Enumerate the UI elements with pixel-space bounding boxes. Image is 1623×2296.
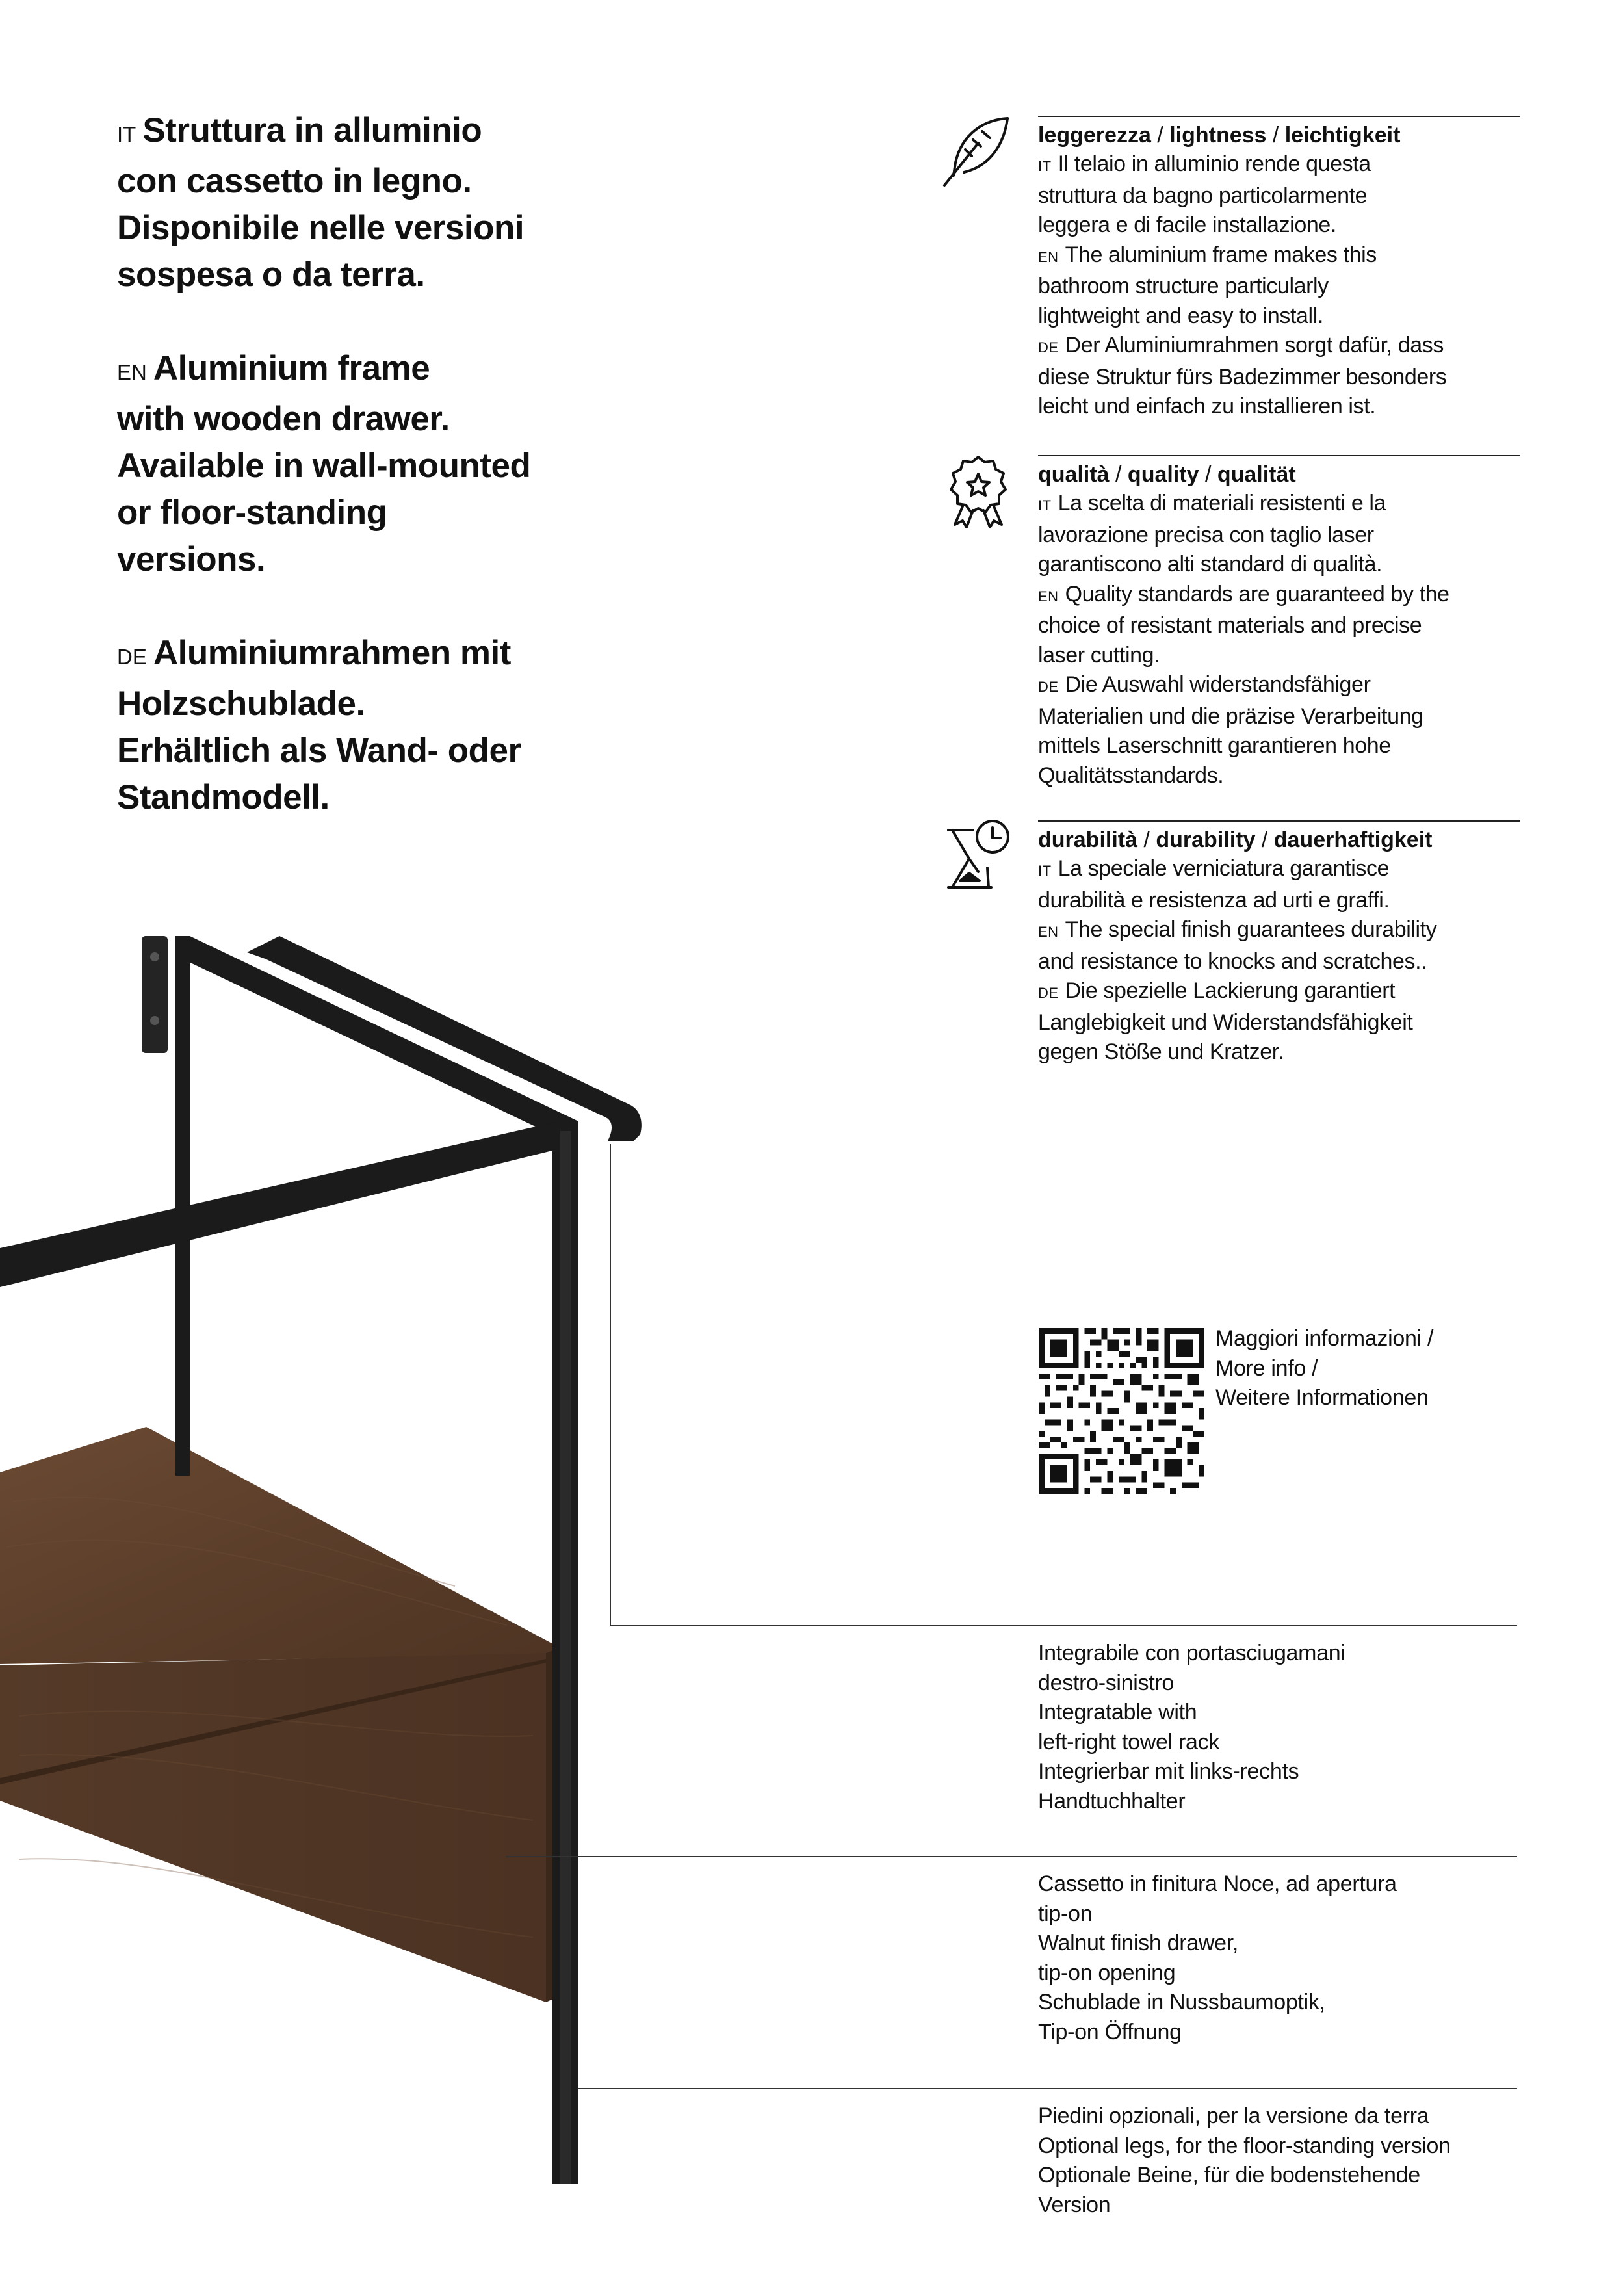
feature-title-it: durabilità [1038,828,1138,852]
caption-line: tip-on [1038,1901,1093,1926]
headline-it-line: sospesa o da terra. [117,255,425,294]
headline-de-line: Erhältlich als Wand- oder [117,731,521,770]
feature-text-line: lightweight and easy to install. [1038,303,1323,328]
feature-title [1038,121,1520,150]
title-separator: / [1109,462,1128,487]
title-separator: / [1199,462,1217,487]
caption-towel-rack [1038,1639,1519,1816]
feature-title-de: leichtigkeit [1284,123,1401,148]
qr-caption-line: Maggiori informazioni / [1215,1326,1434,1351]
headline-en-line: versions. [117,540,266,579]
headline-en-line: or floor-standing [117,493,387,532]
feature-text-line: La scelta di materiali resistenti e la [1058,491,1386,515]
feature-text-line: Die spezielle Lackierung garantiert [1065,978,1396,1003]
caption-legs [1038,2102,1519,2220]
feature-title-de: dauerhaftigkeit [1273,828,1433,852]
lang-tag-it: IT [1038,863,1052,879]
caption-line: left-right towel rack [1038,1729,1220,1755]
callout-rule-towel-rack [610,1625,1517,1626]
feature-text-line: leicht und einfach zu installieren ist. [1038,394,1376,419]
feature-text-line: Quality standards are guaranteed by the [1065,581,1449,607]
feature-body [1038,489,1520,790]
feature-text-line: Materialien und die präzise Verarbeitung [1038,703,1423,729]
callout-rule-legs [578,2088,1517,2089]
feature-text-line: Der Aluminiumrahmen sorgt dafür, dass [1065,333,1444,358]
feature-title-en: durability [1156,828,1256,852]
feature-rule [1038,455,1520,456]
feature-rule [1038,820,1520,822]
lang-tag-it: IT [1038,158,1052,174]
caption-line: Integratable with [1038,1700,1197,1725]
feature-title-it: qualità [1038,462,1110,487]
feature-title-de: qualität [1217,462,1296,487]
caption-line: Optionale Beine, für die bodenstehende [1038,2163,1420,2187]
headline-it [117,107,611,298]
feature-text-line: struttura da bagno particolarmente [1038,183,1368,208]
lang-tag-de: DE [1038,339,1059,356]
qr-code-icon[interactable] [1039,1328,1204,1494]
lang-tag-en: EN [1038,248,1059,265]
headline-en-line: Aluminium frame [153,349,430,387]
lang-tag-it: IT [117,122,136,146]
feature-text-line: garantiscono alti standard di qualità. [1038,552,1383,577]
feature-text-line: mittels Laserschnitt garantieren hohe [1038,733,1391,758]
qr-caption-line: Weitere Informationen [1215,1385,1429,1410]
headline-block [117,107,611,868]
feature-rule [1038,116,1520,117]
lang-tag-en: EN [1038,588,1059,605]
caption-line: Walnut finish drawer, [1038,1931,1239,1955]
headline-en-line: Available in wall-mounted [117,447,531,485]
headline-en-line: with wooden drawer. [117,400,450,438]
callout-rule-drawer [506,1856,1517,1857]
feature-text-line: The special finish guarantees durability [1065,917,1437,942]
feature-text-line: diese Struktur fürs Badezimmer besonders [1038,364,1447,389]
caption-line: Schublade in Nussbaumoptik, [1038,1990,1325,2015]
title-separator: / [1150,123,1170,148]
product-illustration [0,897,689,2197]
drawer-top-surface [0,1427,560,1664]
feature-title-en: quality [1127,462,1199,487]
feature-body [1038,854,1520,1067]
lang-tag-en: EN [1038,924,1059,940]
caption-line: tip-on opening [1038,1960,1176,1985]
feature-text-line: durabilità e resistenza ad urti e graffi. [1038,887,1390,913]
feature-text-line: laser cutting. [1038,642,1160,668]
feature-text-line: bathroom structure particularly [1038,274,1329,298]
caption-line: Version [1038,2192,1111,2217]
caption-line: Piedini opzionali, per la versione da terra [1038,2104,1429,2128]
callout-connector [610,1144,611,1626]
feature-text-line: gegen Stöße und Kratzer. [1038,1039,1284,1064]
qr-caption [1215,1324,1514,1413]
headline-de-line: Aluminiumrahmen mit [153,634,511,672]
feature-text-line: Langlebigkeit und Widerstandsfähigkeit [1038,1010,1413,1035]
lang-tag-de: DE [117,645,147,669]
headline-it-line: Disponibile nelle versioni [117,209,525,247]
headline-de-line: Standmodell. [117,778,330,816]
feature-quality [1038,455,1520,790]
feature-text-line: Qualitätsstandards. [1038,763,1224,788]
feature-text-line: leggera e di facile installazione. [1038,213,1336,237]
hourglass-clock-icon [939,816,1017,894]
title-separator: / [1255,828,1274,852]
feature-title-en: lightness [1169,123,1267,148]
feature-title [1038,460,1520,489]
caption-line: Integrierbar mit links-rechts [1038,1759,1299,1784]
caption-line: Optional legs, for the floor-standing version [1038,2133,1451,2158]
qr-caption-line: More info / [1215,1355,1318,1381]
feature-lightness [1038,116,1520,422]
headline-en [117,345,611,583]
feature-durability [1038,820,1520,1067]
headline-de [117,630,611,821]
feature-text-line: The aluminium frame makes this [1065,242,1377,267]
headline-it-line: Struttura in alluminio [142,111,482,150]
drawer-front [0,1653,546,2002]
caption-line: Integrabile con portasciugamani [1038,1641,1345,1665]
feature-text-line: lavorazione precisa con taglio laser [1038,522,1374,547]
feature-body [1038,150,1520,422]
feature-text-line: Die Auswahl widerstandsfähiger [1065,672,1371,697]
caption-line: Handtuchhalter [1038,1788,1186,1814]
headline-it-line: con cassetto in legno. [117,162,472,200]
feature-text-line: La speciale verniciatura garantisce [1058,856,1390,881]
lang-tag-de: DE [1038,679,1059,695]
feature-title-it: leggerezza [1038,123,1151,148]
lang-tag-en: EN [117,360,147,384]
quality-badge-icon [939,452,1017,530]
title-separator: / [1266,123,1285,148]
lang-tag-it: IT [1038,497,1052,514]
feature-title [1038,826,1520,854]
title-separator: / [1137,828,1156,852]
feature-text-line: and resistance to knocks and scratches.. [1038,948,1427,974]
lang-tag-de: DE [1038,985,1059,1001]
feature-text-line: Il telaio in alluminio rende questa [1058,151,1371,176]
caption-line: Cassetto in finitura Noce, ad apertura [1038,1872,1397,1896]
feature-text-line: choice of resistant materials and precise [1038,613,1422,638]
caption-drawer [1038,1870,1519,2047]
caption-line: Tip-on Öffnung [1038,2019,1182,2044]
caption-line: destro-sinistro [1038,1670,1175,1695]
headline-de-line: Holzschublade. [117,685,365,723]
feather-icon [939,111,1017,189]
